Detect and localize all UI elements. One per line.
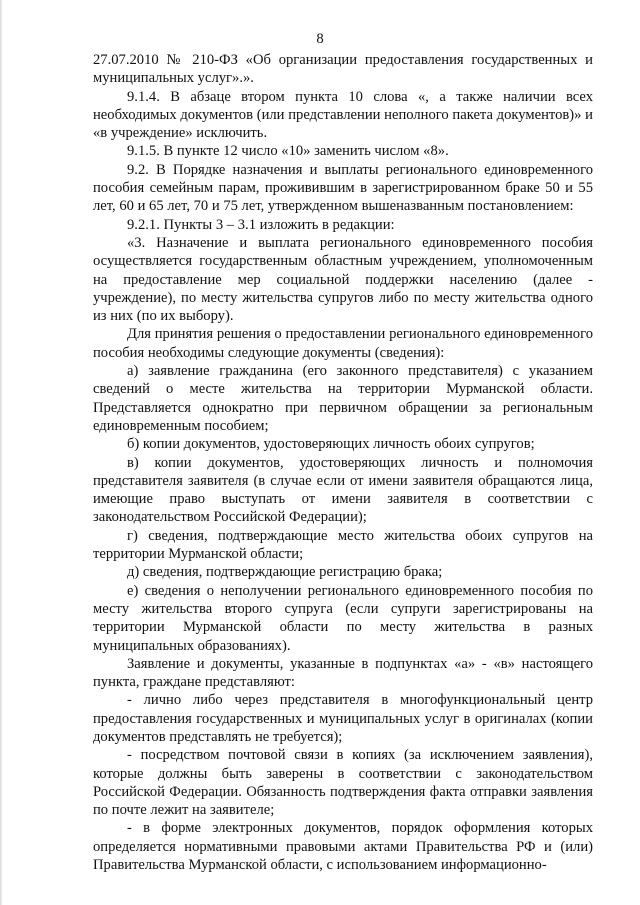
paragraph: 9.2.1. Пункты 3 – 3.1 изложить в редакции:: [127, 216, 395, 233]
paragraph: 27.07.2010 № 210-ФЗ «Об организации предоставления государственных и муниципальных услуг».».: [93, 52, 593, 87]
paragraph: - посредством почтовой связи в копиях (за исключением заявления), которые должны быть заверены в соответствии с законодательством Российской Федерации. Обязанность подтверждения факта отправки заявления по почте лежит на заявителе;: [93, 747, 593, 819]
paragraph: 9.1.4. В абзаце втором пункта 10 слова «, а также наличии всех необходимых документов (или представлении неполного пакета документов)» и «в учреждение» исключить.: [93, 88, 593, 142]
paragraph: е) сведения о неполучении регионального единовременного пособия по месту жительства второго супруга (если супруги зарегистрированы на территории Мурманской области по месту жительства в разных муниципальных образованиях).: [93, 582, 593, 654]
paragraph: б) копии документов, удостоверяющих личность обоих супругов;: [127, 436, 535, 453]
paragraph: в) копии документов, удостоверяющих личность и полномочия представителя заявителя (в случае если от имени заявителя обращаются лица, имеющие право выступать от имени заявителя в соответствии с законодательством Российской Федерации);: [93, 454, 593, 526]
paragraph: г) сведения, подтверждающие место жительства обоих супругов на территории Мурманской области;: [93, 527, 593, 563]
paragraph: д) сведения, подтверждающие регистрацию брака;: [127, 564, 443, 581]
document-body: [93, 51, 593, 874]
paragraph: Заявление и документы, указанные в подпунктах «а» - «в» настоящего пункта, граждане представляют:: [93, 655, 593, 691]
paragraph: - в форме электронных документов, порядок оформления которых определяется нормативными правовыми актами Правительства РФ и (или) Правительства Мурманской области, с использованием информационно-: [93, 820, 593, 874]
paragraph: 9.2. В Порядке назначения и выплаты регионального единовременного пособия семейным парам, проживившим в зарегистрированном браке 50 и 55 лет, 60 и 65 лет, 70 и 75 лет, утвержденном вышеназванным постановлением:: [93, 161, 593, 215]
scan-edge-shadow: [0, 0, 3, 905]
paragraph: - лично либо через представителя в многофункциональный центр предоставления государственных и муниципальных услуг в оригиналах (копии документов представлять не требуется);: [93, 692, 593, 745]
paragraph: а) заявление гражданина (его законного представителя) с указанием сведений о месте жительства на территории Мурманской области. Представляется однократно при первичном обращении за региональным единовременным пособием;: [93, 363, 593, 434]
page-number: 8: [316, 31, 324, 47]
paragraph: Для принятия решения о предоставлении регионального единовременного пособия необходимы следующие документы (сведения):: [93, 326, 593, 361]
paragraph: «3. Назначение и выплата регионального единовременного пособия осуществляется государственным областным учреждением, уполномоченным на предоставление мер социальной поддержки населению (далее - учреждение), по месту жительства супругов либо по месту жительства одного из них (по их выбору).: [93, 234, 593, 325]
paragraph: 9.1.5. В пункте 12 число «10» заменить числом «8».: [127, 143, 449, 160]
